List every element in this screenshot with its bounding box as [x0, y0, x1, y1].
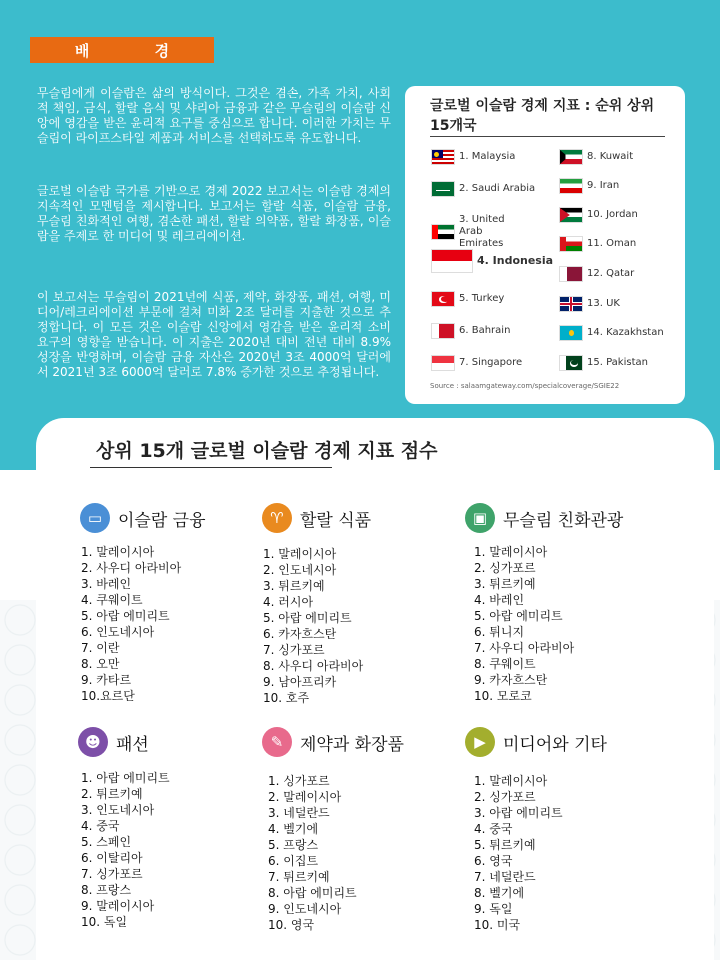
- ranking-item: [432, 356, 522, 370]
- category-header: [78, 727, 149, 757]
- ranking-item-label: 13. UK: [587, 298, 620, 309]
- list-item: 8. 오만: [81, 657, 120, 671]
- ranking-item: [560, 179, 619, 193]
- list-item: 7. 네덜란드: [474, 870, 536, 884]
- list-item: 5. 스페인: [81, 835, 132, 849]
- saudi-flag-icon: [432, 182, 454, 196]
- ranking-item-label: 11. Oman: [587, 238, 637, 249]
- iran-flag-icon: [560, 179, 582, 193]
- list-item: 9. 카타르: [81, 673, 132, 687]
- play-icon: ▶: [465, 727, 495, 757]
- ranking-item-label: 8. Kuwait: [587, 151, 634, 162]
- category-ranking-list: [268, 773, 357, 933]
- ranking-item: [432, 250, 553, 272]
- ranking-item: [560, 150, 633, 164]
- list-item: 9. 독일: [474, 902, 513, 916]
- ranking-item-label: 10. Jordan: [587, 209, 638, 220]
- list-item: 5. 아랍 에미리트: [474, 609, 563, 623]
- turkey-flag-icon: [432, 292, 454, 306]
- list-item: 8. 아랍 에미리트: [268, 886, 357, 900]
- list-item: 6. 튀니지: [474, 625, 525, 639]
- divider: [90, 467, 332, 468]
- list-item: 7. 싱가포르: [81, 867, 143, 881]
- list-item: 2. 튀르키예: [81, 787, 143, 801]
- kazakhstan-flag-icon: [560, 326, 582, 340]
- list-item: 6. 인도네시아: [81, 625, 155, 639]
- category-title: 할랄 식품: [300, 510, 372, 531]
- ranking-item: [432, 324, 510, 338]
- list-item: 4. 러시아: [263, 595, 314, 609]
- ranking-item-label: 1. Malaysia: [459, 151, 516, 162]
- uk-flag-icon: [560, 297, 582, 311]
- list-item: 1. 말레이시아: [81, 545, 155, 559]
- list-item: 3. 아랍 에미리트: [474, 806, 563, 820]
- ranking-card: [405, 86, 685, 404]
- list-item: 3. 튀르키예: [263, 579, 325, 593]
- ranking-item: [432, 214, 519, 250]
- list-item: 6. 이집트: [268, 854, 319, 868]
- list-item: 4. 쿠웨이트: [81, 593, 143, 607]
- ranking-item: [432, 292, 504, 306]
- kuwait-flag-icon: [560, 150, 582, 164]
- list-item: 9. 인도네시아: [268, 902, 342, 916]
- list-item: 5. 튀르키예: [474, 838, 536, 852]
- list-item: 2. 말레이시아: [268, 790, 342, 804]
- ranking-item-label: 5. Turkey: [459, 293, 505, 304]
- list-item: 2. 인도네시아: [263, 563, 337, 577]
- divider: [430, 136, 665, 137]
- list-item: 10. 독일: [81, 915, 128, 929]
- ranking-item-label: 2. Saudi Arabia: [459, 183, 536, 194]
- ranking-item-label: 4. Indonesia: [477, 254, 554, 267]
- pakistan-flag-icon: [560, 356, 582, 370]
- category-title: 이슬람 금융: [118, 510, 206, 531]
- qatar-flag-icon: [560, 267, 582, 281]
- oman-flag-icon: [560, 237, 582, 251]
- intro-paragraph-1: 무슬림에게 이슬람은 삶의 방식이다. 그것은 겸손, 가족 가치, 사회적 책임, 금식, 할랄 음식 및 샤리아 금융과 같은 무슬림의 이슬람 신앙에 영감을 받은 윤리적 요구를 중심으로 합니다. 이러한 가치는 무슬림이 라이프스타일 제품과 서비스를 선택하도록 유도합니다.: [37, 86, 391, 145]
- jordan-flag-icon: [560, 208, 582, 222]
- ranking-item-label: 12. Qatar: [587, 268, 635, 279]
- list-item: 4. 벨기에: [268, 822, 319, 836]
- list-item: 1. 말레이시아: [474, 545, 548, 559]
- ranking-item: [560, 267, 634, 281]
- list-item: 8. 벨기에: [474, 886, 525, 900]
- list-item: 6. 영국: [474, 854, 513, 868]
- ranking-card-title: 글로벌 이슬람 경제 지표 : 순위 상위 15개국: [430, 98, 655, 134]
- list-item: 2. 싱가포르: [474, 561, 536, 575]
- category-ranking-list: [81, 770, 170, 930]
- ranking-item: [432, 182, 535, 196]
- list-item: 8. 프랑스: [81, 883, 132, 897]
- ranking-item: [560, 326, 664, 340]
- category-title: 미디어와 기타: [503, 734, 607, 755]
- category-title: 제약과 화장품: [300, 734, 404, 755]
- ranking-item: [560, 356, 648, 370]
- list-item: 5. 프랑스: [268, 838, 319, 852]
- ranking-item: [560, 208, 638, 222]
- indonesia-flag-icon: [432, 250, 472, 272]
- scores-title: 상위 15개 글로벌 이슬람 경제 지표 점수: [96, 440, 438, 462]
- list-item: 9. 카자흐스탄: [474, 673, 548, 687]
- ranking-item-label: 3. United Arab Emirates: [459, 214, 505, 249]
- list-item: 10. 호주: [263, 691, 310, 705]
- list-item: 10.요르단: [81, 689, 135, 703]
- category-title: 패션: [116, 734, 149, 755]
- ranking-item: [560, 237, 636, 251]
- list-item: 3. 네덜란드: [268, 806, 330, 820]
- list-item: 6. 카자흐스탄: [263, 627, 337, 641]
- list-item: 9. 말레이시아: [81, 899, 155, 913]
- list-item: 5. 아랍 에미리트: [263, 611, 352, 625]
- list-item: 6. 이탈리아: [81, 851, 143, 865]
- ranking-item-label: 15. Pakistan: [587, 357, 648, 368]
- category-ranking-list: [263, 546, 363, 706]
- category-header: [262, 727, 404, 757]
- list-item: 7. 튀르키예: [268, 870, 330, 884]
- fork-knife-icon: ♈: [262, 503, 292, 533]
- syringe-icon: ✎: [262, 727, 292, 757]
- hijab-icon: ☻: [78, 727, 108, 757]
- list-item: 7. 이란: [81, 641, 120, 655]
- list-item: 1. 싱가포르: [268, 774, 330, 788]
- list-item: 8. 사우디 아라비아: [263, 659, 364, 673]
- list-item: 3. 튀르키예: [474, 577, 536, 591]
- ranking-item: [432, 150, 515, 164]
- list-item: 4. 중국: [474, 822, 513, 836]
- list-item: 10. 영국: [268, 918, 315, 932]
- list-item: 2. 사우디 아라비아: [81, 561, 182, 575]
- luggage-icon: ▣: [465, 503, 495, 533]
- ranking-item-label: 9. Iran: [587, 180, 620, 191]
- category-header: [465, 503, 623, 533]
- list-item: 1. 말레이시아: [474, 774, 548, 788]
- list-item: 10. 미국: [474, 918, 521, 932]
- intro-paragraph-3: 이 보고서는 무슬림이 2021년에 식품, 제약, 화장품, 패션, 여행, 미디어/레크리에이션 부문에 걸쳐 미화 2조 달러를 지출한 것으로 추정합니다. 이 모든 것은 이슬람 신앙에서 영감을 받은 윤리적 소비 요구의 영향을 받습니다. 이 지출은 2020년 대비 전년 대비 8.9% 성장을 반영하며, 이슬람 금융 자산은 2020년 3조 4000억 달러에서 2021년 3조 6000억 달러로 7.8% 증가한 것으로 추정됩니다.: [37, 290, 391, 379]
- uae-flag-icon: [432, 225, 454, 239]
- list-item: 1. 말레이시아: [263, 547, 337, 561]
- list-item: 9. 남아프리카: [263, 675, 337, 689]
- money-icon: ▭: [80, 503, 110, 533]
- bahrain-flag-icon: [432, 324, 454, 338]
- section-header: 배 경: [30, 37, 214, 63]
- list-item: 8. 쿠웨이트: [474, 657, 536, 671]
- list-item: 7. 사우디 아라비아: [474, 641, 575, 655]
- category-header: [262, 503, 371, 533]
- list-item: 2. 싱가포르: [474, 790, 536, 804]
- list-item: 3. 바레인: [81, 577, 132, 591]
- ranking-item: [560, 297, 620, 311]
- intro-paragraph-2: 글로벌 이슬람 국가를 기반으로 경제 2022 보고서는 이슬람 경제의 지속적인 모멘텀을 제시합니다. 보고서는 할랄 식품, 이슬람 금융, 무슬림 친화적인 여행, 겸손한 패션, 할랄 의약품, 할랄 화장품, 이슬람을 주제로 한 미디어 및 레크리에이션.: [37, 184, 391, 243]
- list-item: 7. 싱가포르: [263, 643, 325, 657]
- category-header: [465, 727, 607, 757]
- category-title: 무슬림 친화관광: [503, 510, 624, 531]
- list-item: 3. 인도네시아: [81, 803, 155, 817]
- ranking-item-label: 6. Bahrain: [459, 325, 511, 336]
- singapore-flag-icon: [432, 356, 454, 370]
- source-note: Source : salaamgateway.com/specialcoverage/SGIE22: [430, 382, 620, 390]
- category-ranking-list: [474, 773, 563, 933]
- malaysia-flag-icon: [432, 150, 454, 164]
- ranking-item-label: 14. Kazakhstan: [587, 327, 664, 338]
- category-header: [80, 503, 206, 533]
- list-item: 10. 모로코: [474, 689, 532, 703]
- category-ranking-list: [81, 544, 181, 704]
- list-item: 1. 아랍 에미리트: [81, 771, 170, 785]
- list-item: 4. 바레인: [474, 593, 525, 607]
- ranking-item-label: 7. Singapore: [459, 357, 523, 368]
- list-item: 4. 중국: [81, 819, 120, 833]
- category-ranking-list: [474, 544, 574, 704]
- list-item: 5. 아랍 에미리트: [81, 609, 170, 623]
